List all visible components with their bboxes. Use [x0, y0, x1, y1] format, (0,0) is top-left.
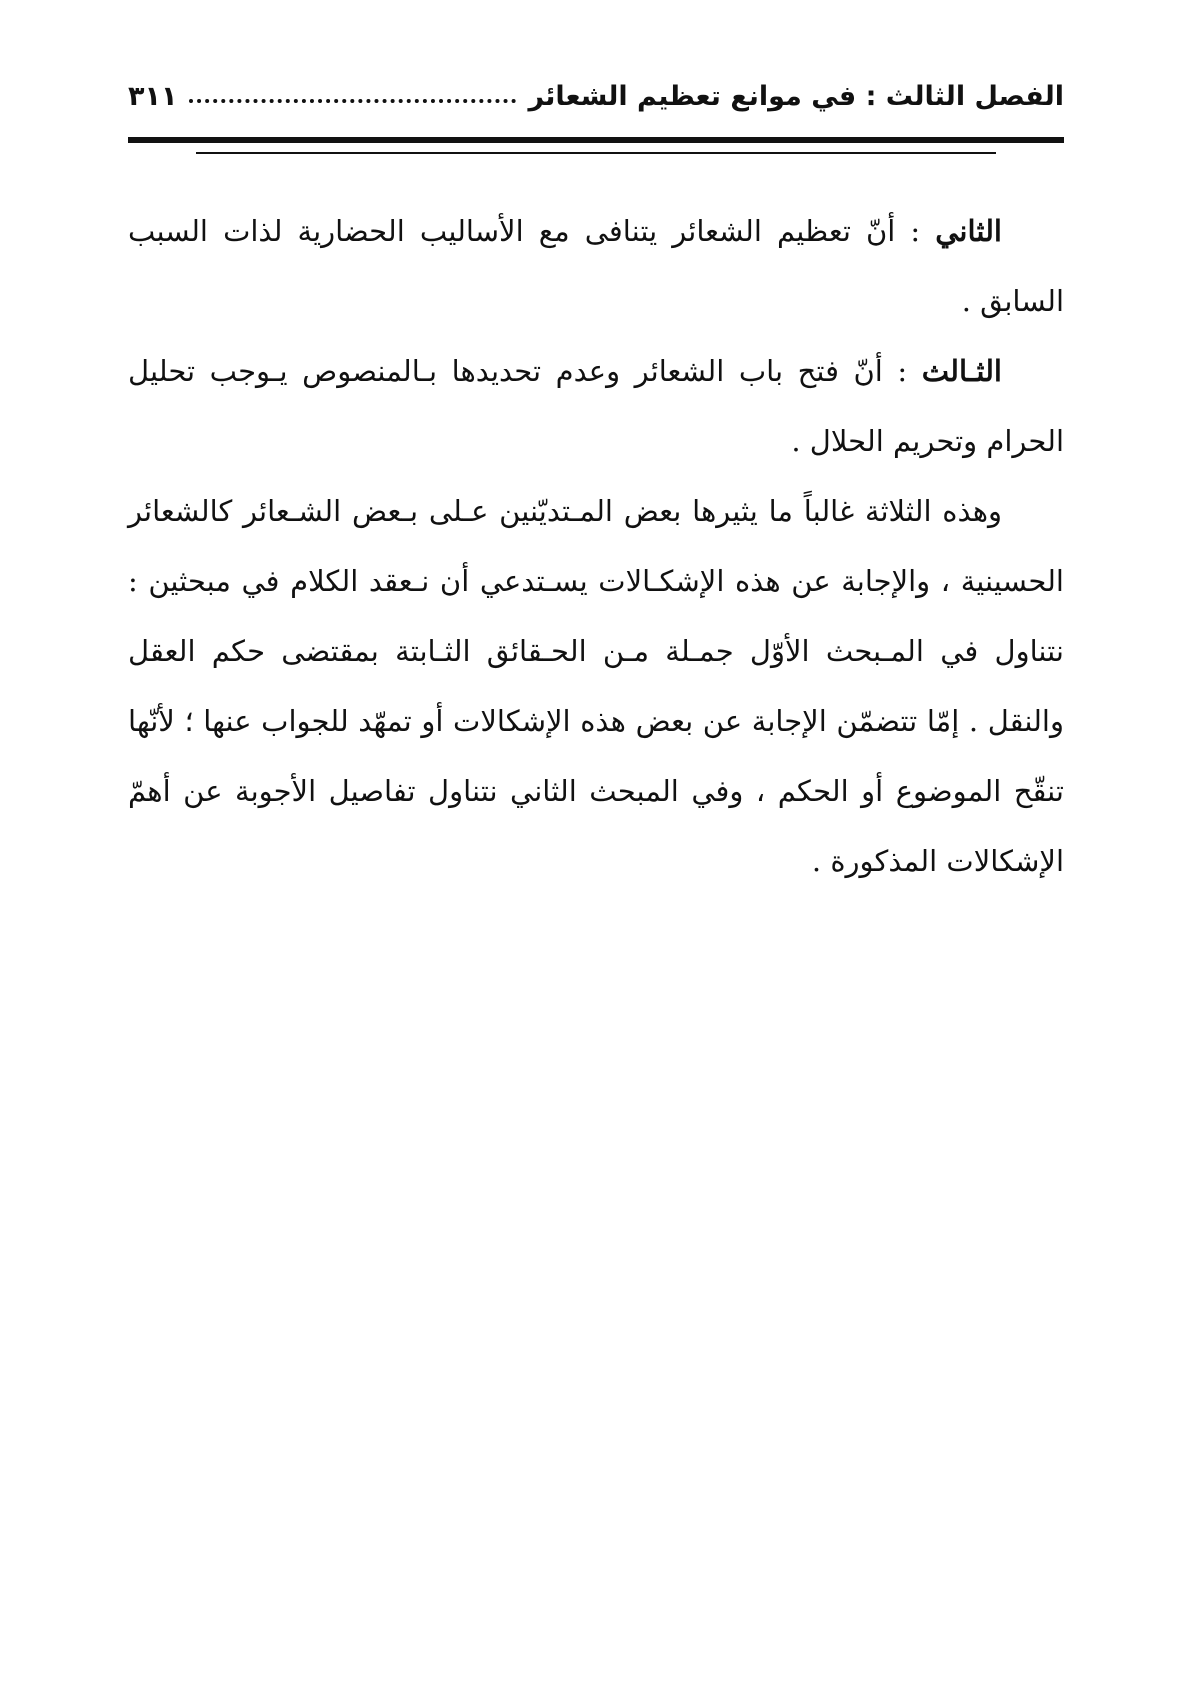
paragraph-third: [128, 336, 1064, 476]
dotted-leader: [189, 99, 516, 103]
paragraph-discussion: [128, 476, 1064, 896]
chapter-title: الفصل الثالث : في موانع تعظيم الشعائر: [528, 80, 1064, 112]
paragraph-term: الثـالث: [921, 354, 1002, 388]
running-header: [128, 70, 1064, 122]
paragraph-text: : أنّ تعظيم الشعائر يتنافى مع الأساليب الحضارية لذات السبب السابق .: [128, 214, 1064, 318]
paragraph-second: [128, 196, 1064, 336]
header-rule-thin: [196, 152, 996, 154]
paragraph-term: الثاني: [935, 214, 1002, 248]
paragraph-text: : أنّ فتح باب الشعائر وعدم تحديدها بـالمنصوص يـوجب تحليل الحرام وتحريم الحلال .: [128, 354, 1064, 458]
paragraph-text: وهذه الثلاثة غالباً ما يثيرها بعض المـتديّنين عـلى بـعض الشـعائر كالشعائر الحسينية ، والإجابة عن هذه الإشكـالات يسـتدعي أن نـعقد الكلام في مبحثين : نتناول في المـبحث الأوّل جمـلة مـن الحـقائق الثـابتة بمقتضى حكم العقل والنقل . إمّا تتضمّن الإجابة عن بعض هذه الإشكالات أو تمهّد للجواب عنها ؛ لأنّها تنقّح الموضوع أو الحكم ، وفي المبحث الثاني نتناول تفاصيل الأجوبة عن أهمّ الإشكالات المذكورة .: [128, 494, 1064, 878]
body-text: [128, 196, 1064, 896]
page-number: ٣١١: [128, 80, 178, 112]
header-rule-thick: [128, 137, 1064, 143]
